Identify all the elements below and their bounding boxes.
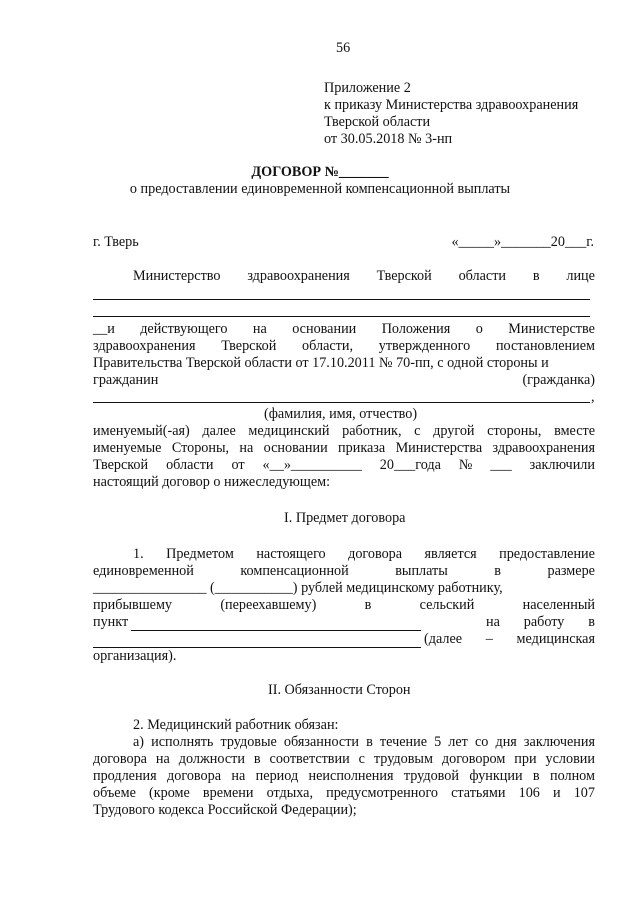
word: Предметом bbox=[166, 546, 234, 562]
section-2-pa-line-4 bbox=[93, 785, 595, 802]
section-2-pa-line-2: договора на должности в соответствии с трудовым договором при условии bbox=[93, 751, 595, 767]
section-1-line-4 bbox=[93, 597, 595, 614]
blank-line-settlement[interactable] bbox=[131, 630, 421, 631]
section-1-line-5-left: пункт bbox=[93, 614, 129, 630]
word: – bbox=[485, 631, 493, 647]
word: работу bbox=[523, 614, 565, 630]
word: населенный bbox=[522, 597, 595, 613]
fio-line-end: , bbox=[591, 389, 595, 405]
section-2-p2-intro: 2. Медицинский работник обязан: bbox=[133, 717, 339, 733]
preamble-line-4 bbox=[93, 321, 595, 338]
word: № bbox=[458, 457, 473, 473]
word: 107 bbox=[573, 785, 595, 801]
word: единовременной bbox=[93, 563, 194, 579]
page-number: 56 bbox=[336, 40, 351, 56]
word: «__»__________ bbox=[262, 457, 362, 473]
word: Министерстве bbox=[508, 321, 595, 337]
section-1-line-2 bbox=[93, 563, 595, 580]
word: (переехавшему) bbox=[220, 597, 317, 613]
word: основании bbox=[292, 321, 357, 337]
contract-title: ДОГОВОР №_______ bbox=[251, 164, 389, 180]
preamble-line-13: настоящий договор о нижеследующем: bbox=[93, 474, 331, 490]
word: отдыха, bbox=[266, 785, 313, 801]
blank-line-representative-2[interactable] bbox=[93, 316, 590, 317]
word: на bbox=[252, 321, 267, 337]
word: о bbox=[475, 321, 483, 337]
word: __и bbox=[93, 321, 115, 337]
blank-line-representative-1[interactable] bbox=[93, 299, 590, 300]
word: Тверской bbox=[93, 457, 149, 473]
word: области, bbox=[302, 338, 354, 354]
section-1-line-5-right bbox=[486, 614, 595, 631]
word: здравоохранения bbox=[93, 338, 196, 354]
word: (далее bbox=[424, 631, 463, 647]
word: времени bbox=[202, 785, 254, 801]
preamble-line-11: именуемые Стороны, на основании приказа Министерства здравоохранения bbox=[93, 440, 595, 456]
word: прибывшему bbox=[93, 597, 173, 613]
contract-date: «_____»_______20___г. bbox=[451, 234, 594, 250]
word: выплаты bbox=[395, 563, 448, 579]
preamble-line-10: именуемый(-ая) далее медицинский работник, с другой стороны, вместе bbox=[93, 423, 595, 439]
word: Министерство bbox=[133, 268, 221, 284]
word: является bbox=[424, 546, 477, 562]
section-2-pa-line-5: Трудового кодекса Российской Федерации); bbox=[93, 802, 357, 818]
word: компенсационной bbox=[240, 563, 349, 579]
word: 106 bbox=[518, 785, 540, 801]
word: лице bbox=[566, 268, 595, 284]
preamble-line-6: Правительства Тверской области от 17.10.2011 № 70-пп, с одной стороны и bbox=[93, 355, 549, 371]
section-1-title: I. Предмет договора bbox=[284, 510, 406, 526]
word: договора bbox=[348, 546, 403, 562]
appendix-line-4: от 30.05.2018 № 3-нп bbox=[324, 131, 453, 147]
word: действующего bbox=[140, 321, 228, 337]
section-1-line-1 bbox=[133, 546, 595, 563]
word: предоставление bbox=[499, 546, 595, 562]
word: предусмотренного bbox=[326, 785, 439, 801]
citizen-label: гражданин bbox=[93, 372, 159, 388]
appendix-line-1: Приложение 2 bbox=[324, 80, 411, 96]
word: в bbox=[494, 563, 501, 579]
word: 20___года bbox=[379, 457, 441, 473]
word: сельский bbox=[419, 597, 475, 613]
word: области bbox=[458, 268, 507, 284]
word: заключили bbox=[529, 457, 595, 473]
contract-subtitle: о предоставлении единовременной компенсационной выплаты bbox=[129, 181, 511, 197]
appendix-line-3: Тверской области bbox=[324, 114, 431, 130]
word: в bbox=[588, 614, 595, 630]
citizen-female-label: (гражданка) bbox=[522, 372, 595, 388]
appendix-line-2: к приказу Министерства здравоохранения bbox=[324, 97, 579, 113]
preamble-line-12 bbox=[93, 457, 595, 474]
preamble-line-5 bbox=[93, 338, 595, 355]
preamble-line-1 bbox=[133, 268, 595, 285]
word: от bbox=[231, 457, 245, 473]
section-1-line-3: ________________ (___________) рублей медицинскому работнику, bbox=[93, 580, 503, 596]
word: (кроме bbox=[148, 785, 190, 801]
word: области bbox=[166, 457, 214, 473]
section-1-line-6-right bbox=[424, 631, 595, 648]
word: Тверской bbox=[221, 338, 277, 354]
word: объеме bbox=[93, 785, 136, 801]
word: статьями bbox=[451, 785, 506, 801]
word: и bbox=[553, 785, 561, 801]
word: 1. bbox=[133, 546, 144, 562]
word: Тверской bbox=[376, 268, 432, 284]
preamble-line-7 bbox=[93, 372, 595, 389]
word: в bbox=[532, 268, 540, 284]
word: медицинская bbox=[516, 631, 595, 647]
city: г. Тверь bbox=[93, 234, 139, 250]
word: здравоохранения bbox=[247, 268, 350, 284]
word: постановлением bbox=[495, 338, 595, 354]
word: ___ bbox=[490, 457, 512, 473]
word: утвержденного bbox=[378, 338, 471, 354]
section-2-pa-line-1: а) исполнять трудовые обязанности в течение 5 лет со дня заключения bbox=[133, 734, 595, 750]
blank-line-fio[interactable] bbox=[93, 402, 590, 403]
word: на bbox=[486, 614, 500, 630]
word: Положения bbox=[381, 321, 451, 337]
section-2-title: II. Обязанности Сторон bbox=[268, 682, 411, 698]
fio-caption: (фамилия, имя, отчество) bbox=[264, 406, 418, 422]
word: в bbox=[364, 597, 372, 613]
section-2-pa-line-3: продления договора на период неисполнения трудовой функции в полном bbox=[93, 768, 595, 784]
word: размере bbox=[547, 563, 595, 579]
section-1-line-7: организация). bbox=[93, 648, 177, 664]
word: настоящего bbox=[256, 546, 326, 562]
